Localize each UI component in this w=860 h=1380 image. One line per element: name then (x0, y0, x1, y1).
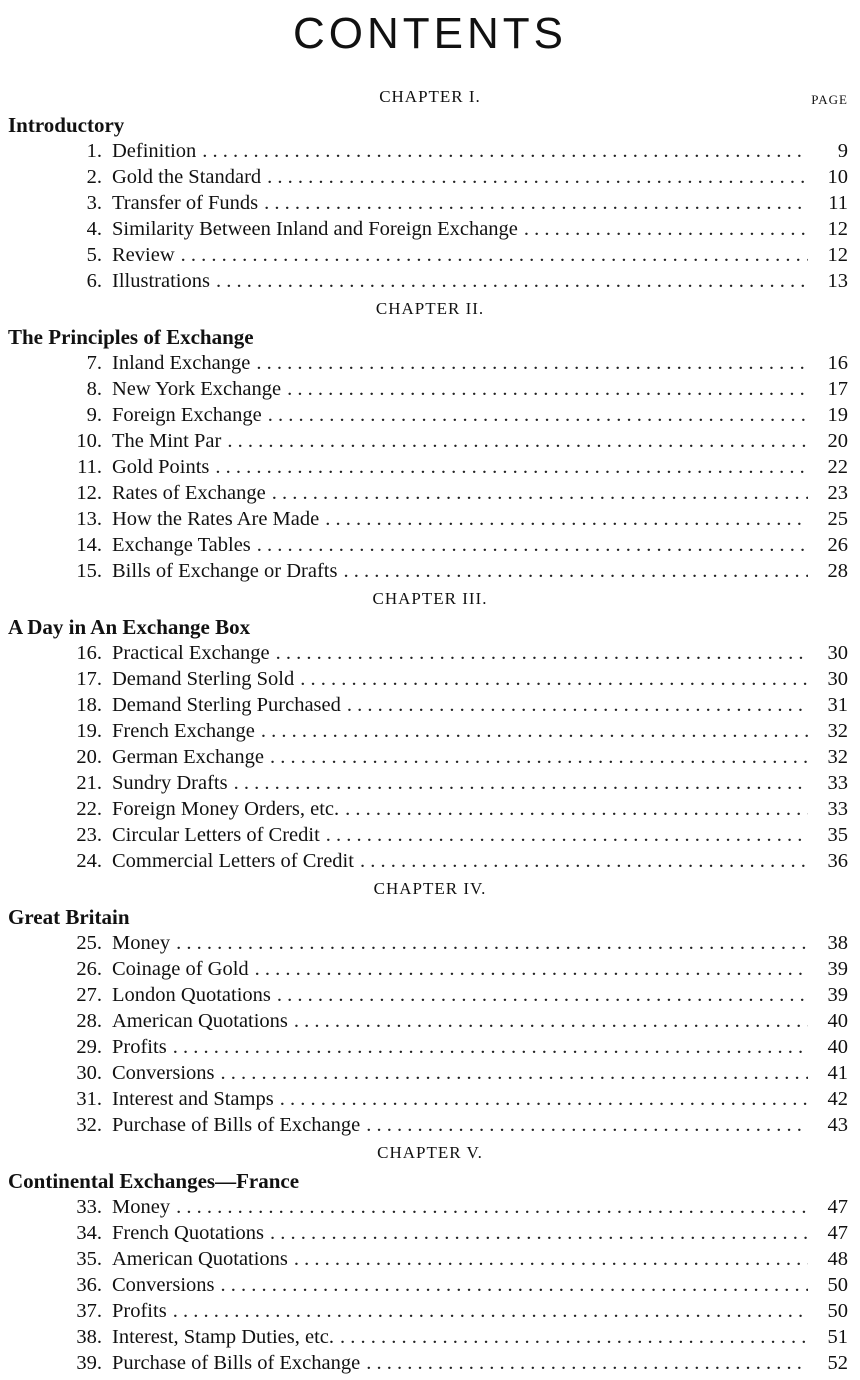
toc-entry (0, 1034, 860, 1060)
toc-entry (0, 640, 860, 666)
entry-page-number: 9 (837, 140, 848, 162)
dot-leader (256, 350, 808, 376)
dot-leader (294, 1008, 808, 1034)
dot-leader (173, 1034, 808, 1060)
entry-page-number: 20 (827, 430, 848, 452)
entry-page-number: 39 (827, 984, 848, 1006)
entry-number: 22. (76, 798, 102, 820)
entry-label: Sundry Drafts (112, 772, 228, 794)
toc-entry (0, 1298, 860, 1324)
entry-label: Foreign Exchange (112, 404, 262, 426)
chapter-heading: CHAPTER IV. (373, 879, 487, 898)
toc-entry (0, 190, 860, 216)
entry-label: American Quotations (112, 1248, 288, 1270)
entry-number: 1. (86, 140, 102, 162)
entry-page-number: 11 (828, 192, 848, 214)
dot-leader (366, 1112, 808, 1138)
entry-page-number: 26 (827, 534, 848, 556)
dot-leader (215, 454, 808, 480)
entry-label: Gold Points (112, 456, 210, 478)
entry-number: 34. (76, 1222, 102, 1244)
entry-page-number: 47 (827, 1196, 848, 1218)
entry-page-number: 16 (827, 352, 848, 374)
entry-page-number: 40 (827, 1010, 848, 1032)
toc-entry (0, 1246, 860, 1272)
entry-page-number: 33 (827, 798, 848, 820)
entry-number: 17. (76, 668, 102, 690)
entry-number: 5. (86, 244, 102, 266)
toc-entry (0, 268, 860, 294)
entry-page-number: 12 (827, 244, 848, 266)
entry-page-number: 25 (827, 508, 848, 530)
dot-leader (347, 692, 808, 718)
entry-number: 23. (76, 824, 102, 846)
entry-number: 33. (76, 1196, 102, 1218)
entry-page-number: 39 (827, 958, 848, 980)
entry-number: 19. (76, 720, 102, 742)
entry-page-number: 38 (827, 932, 848, 954)
entry-label: London Quotations (112, 984, 271, 1006)
toc-entry (0, 1324, 860, 1350)
entry-label: Conversions (112, 1274, 215, 1296)
entry-label: Definition (112, 140, 197, 162)
entry-number: 28. (76, 1010, 102, 1032)
page-column-label: PAGE (811, 92, 848, 107)
dot-leader (173, 1298, 808, 1324)
dot-leader (280, 1086, 808, 1112)
toc-entry (0, 744, 860, 770)
toc-entry (0, 1008, 860, 1034)
entry-page-number: 36 (827, 850, 848, 872)
dot-leader (176, 930, 808, 956)
entry-label: American Quotations (112, 1010, 288, 1032)
entry-label: Practical Exchange (112, 642, 270, 664)
dot-leader (343, 558, 808, 584)
entry-number: 14. (76, 534, 102, 556)
toc-entry (0, 1272, 860, 1298)
dot-leader (270, 1220, 808, 1246)
entry-label: The Mint Par (112, 430, 222, 452)
entry-number: 39. (76, 1352, 102, 1374)
dot-leader (277, 982, 808, 1008)
chapter-title: Continental Exchanges—France (8, 1169, 300, 1193)
toc-entry (0, 480, 860, 506)
toc-entry (0, 164, 860, 190)
toc-entry (0, 692, 860, 718)
entry-label: Illustrations (112, 270, 210, 292)
entry-number: 20. (76, 746, 102, 768)
dot-leader (276, 640, 808, 666)
chapter-title: A Day in An Exchange Box (8, 615, 251, 639)
entry-label: Demand Sterling Purchased (112, 694, 341, 716)
dot-leader (340, 1324, 808, 1350)
entry-page-number: 10 (827, 166, 848, 188)
entry-number: 21. (76, 772, 102, 794)
entry-page-number: 51 (827, 1326, 848, 1348)
entry-number: 12. (76, 482, 102, 504)
entry-label: French Exchange (112, 720, 255, 742)
dot-leader (221, 1060, 809, 1086)
entry-page-number: 43 (827, 1114, 848, 1136)
chapter-title: Great Britain (8, 905, 130, 929)
entry-page-number: 12 (827, 218, 848, 240)
dot-leader (257, 532, 808, 558)
dot-leader (216, 268, 808, 294)
entry-number: 15. (76, 560, 102, 582)
entry-label: Profits (112, 1300, 167, 1322)
entry-label: Commercial Letters of Credit (112, 850, 354, 872)
entry-number: 9. (86, 404, 102, 426)
dot-leader (227, 428, 808, 454)
dot-leader (176, 1194, 808, 1220)
entry-label: Demand Sterling Sold (112, 668, 295, 690)
chapter-heading: CHAPTER V. (377, 1143, 483, 1162)
entry-page-number: 47 (827, 1222, 848, 1244)
entry-label: Gold the Standard (112, 166, 262, 188)
entry-page-number: 32 (827, 720, 848, 742)
chapter-section (0, 294, 860, 584)
entry-page-number: 42 (827, 1088, 848, 1110)
chapter-heading: CHAPTER I. (379, 87, 481, 106)
dot-leader (272, 480, 808, 506)
entry-label: Foreign Money Orders, etc. (112, 798, 340, 820)
dot-leader (261, 718, 808, 744)
entry-label: Profits (112, 1036, 167, 1058)
dot-leader (524, 216, 808, 242)
dot-leader (345, 796, 808, 822)
chapter-section (0, 82, 860, 294)
toc-entry (0, 930, 860, 956)
dot-leader (270, 744, 808, 770)
entry-number: 30. (76, 1062, 102, 1084)
entry-page-number: 32 (827, 746, 848, 768)
entry-page-number: 40 (827, 1036, 848, 1058)
toc-entry (0, 216, 860, 242)
entry-number: 16. (76, 642, 102, 664)
entry-page-number: 35 (827, 824, 848, 846)
entry-label: Interest, Stamp Duties, etc. (112, 1326, 335, 1348)
entry-number: 10. (76, 430, 102, 452)
toc-entry (0, 532, 860, 558)
entry-page-number: 50 (827, 1274, 848, 1296)
toc-entry (0, 796, 860, 822)
entry-number: 26. (76, 958, 102, 980)
entry-label: German Exchange (112, 746, 264, 768)
toc-entry (0, 428, 860, 454)
entry-label: Rates of Exchange (112, 482, 266, 504)
dot-leader (267, 164, 808, 190)
entry-label: Review (112, 244, 175, 266)
entry-number: 38. (76, 1326, 102, 1348)
entry-number: 29. (76, 1036, 102, 1058)
entry-number: 7. (86, 352, 102, 374)
dot-leader (326, 822, 808, 848)
toc-entry (0, 1112, 860, 1138)
entry-number: 2. (86, 166, 102, 188)
entry-label: Bills of Exchange or Drafts (112, 560, 338, 582)
entry-page-number: 41 (827, 1062, 848, 1084)
entry-number: 6. (86, 270, 102, 292)
dot-leader (366, 1350, 808, 1376)
toc-entry (0, 1220, 860, 1246)
toc-entry (0, 848, 860, 874)
entry-page-number: 30 (827, 668, 848, 690)
toc-entry (0, 718, 860, 744)
entry-label: Purchase of Bills of Exchange (112, 1352, 361, 1374)
entry-page-number: 17 (827, 378, 848, 400)
page-title: CONTENTS (293, 9, 567, 58)
entry-number: 18. (76, 694, 102, 716)
toc-entry (0, 506, 860, 532)
dot-leader (264, 190, 808, 216)
toc-entry (0, 1194, 860, 1220)
chapter-section (0, 874, 860, 1138)
entry-number: 36. (76, 1274, 102, 1296)
entry-page-number: 33 (827, 772, 848, 794)
entry-page-number: 31 (827, 694, 848, 716)
entry-label: French Quotations (112, 1222, 265, 1244)
entry-number: 27. (76, 984, 102, 1006)
entry-number: 11. (77, 456, 102, 478)
dot-leader (221, 1272, 809, 1298)
entry-label: Coinage of Gold (112, 958, 249, 980)
chapter-heading: CHAPTER II. (375, 299, 485, 318)
entry-number: 24. (76, 850, 102, 872)
entry-number: 35. (76, 1248, 102, 1270)
entry-label: Money (112, 1196, 171, 1218)
dot-leader (300, 666, 808, 692)
toc-entry (0, 1086, 860, 1112)
entry-label: Inland Exchange (112, 352, 251, 374)
toc-entry (0, 350, 860, 376)
toc-entry (0, 402, 860, 428)
toc-entry (0, 982, 860, 1008)
entry-page-number: 50 (827, 1300, 848, 1322)
chapter-title: The Principles of Exchange (8, 325, 254, 349)
dot-leader (360, 848, 808, 874)
entry-number: 4. (86, 218, 102, 240)
entry-page-number: 22 (827, 456, 848, 478)
entry-label: New York Exchange (112, 378, 282, 400)
entry-label: Purchase of Bills of Exchange (112, 1114, 361, 1136)
entry-page-number: 13 (827, 270, 848, 292)
dot-leader (234, 770, 808, 796)
entry-page-number: 19 (827, 404, 848, 426)
entry-number: 13. (76, 508, 102, 530)
chapter-section (0, 1138, 860, 1376)
toc-entry (0, 770, 860, 796)
dot-leader (268, 402, 808, 428)
entry-label: Transfer of Funds (112, 192, 259, 214)
entry-page-number: 48 (827, 1248, 848, 1270)
entry-number: 31. (76, 1088, 102, 1110)
entry-number: 32. (76, 1114, 102, 1136)
entry-number: 3. (86, 192, 102, 214)
dot-leader (325, 506, 808, 532)
entry-label: Conversions (112, 1062, 215, 1084)
dot-leader (294, 1246, 808, 1272)
toc-entry (0, 956, 860, 982)
toc-entry (0, 558, 860, 584)
chapter-heading: CHAPTER III. (372, 589, 488, 608)
chapter-section (0, 584, 860, 874)
toc-entry (0, 242, 860, 268)
entry-page-number: 30 (827, 642, 848, 664)
entry-label: Similarity Between Inland and Foreign Exchange (112, 218, 518, 240)
toc-entry (0, 454, 860, 480)
toc-entry (0, 1350, 860, 1376)
entry-label: How the Rates Are Made (112, 508, 320, 530)
entry-page-number: 23 (827, 482, 848, 504)
toc-entry (0, 138, 860, 164)
dot-leader (181, 242, 808, 268)
entry-page-number: 28 (827, 560, 848, 582)
entry-label: Circular Letters of Credit (112, 824, 320, 846)
entry-label: Money (112, 932, 171, 954)
entry-page-number: 52 (827, 1352, 848, 1374)
table-of-contents (0, 82, 860, 1376)
toc-entry (0, 822, 860, 848)
entry-number: 8. (86, 378, 102, 400)
toc-entry (0, 666, 860, 692)
toc-entry (0, 376, 860, 402)
dot-leader (287, 376, 808, 402)
chapter-title: Introductory (8, 113, 125, 137)
dot-leader (255, 956, 808, 982)
entry-label: Interest and Stamps (112, 1088, 274, 1110)
entry-number: 25. (76, 932, 102, 954)
entry-number: 37. (76, 1300, 102, 1322)
entry-label: Exchange Tables (112, 534, 251, 556)
toc-entry (0, 1060, 860, 1086)
dot-leader (202, 138, 808, 164)
